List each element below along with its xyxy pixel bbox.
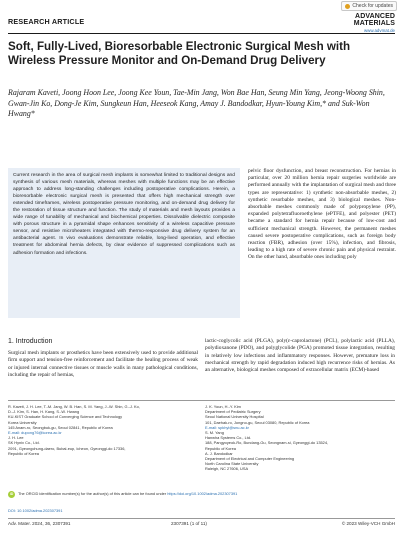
top-bar (0, 0, 403, 12)
affiliation-line: R. Kaveti, J. H. Lee, T.-M. Jang, W. B. Han, S. M. Yang, J.-W. Shin, G.-J. Ko, (8, 404, 140, 409)
journal-url[interactable]: www.advmat.de (364, 28, 395, 33)
affiliation-line: A. J. Bandodkar (205, 450, 233, 456)
affiliation-email[interactable]: E-mail: spkhyl@snu.ac.kr (205, 424, 249, 430)
footer-citation: Adv. Mater. 2024, 36, 2307391 (8, 521, 71, 526)
footer-copyright: © 2023 Wiley-VCH GmbH (341, 521, 395, 526)
affiliation-line: Department of Pediatric Surgery (205, 409, 261, 415)
article-type: RESEARCH ARTICLE (8, 17, 85, 26)
affiliation-line: Republic of Korea (8, 450, 39, 456)
affiliation-line: J. H. Lee (8, 435, 24, 441)
journal-logo-line1: ADVANCED (355, 13, 395, 20)
check-for-updates-badge[interactable] (341, 1, 397, 11)
affiliation-line: Seoul National University Hospital (205, 414, 264, 420)
affiliation-line: S. M. Yang (205, 430, 224, 436)
abstract-text: Current research in the area of surgical mesh implants is somewhat limited to traditional designs and synthesis of various mesh materials, whereas meshes with multiple functions may be an effective approach to address long-standing challenges including postoperative complications. Herein, a bioresorbable electronic surgical mesh is presented that offers high mechanical strength over extended timeframes, wireless postoperative pressure monitoring, and on-demand drug delivery for the restoration of tissue structure and function. The study of materials and mesh layouts provides a wide range of tunability of mechanical and biochemical properties. Dissolvable dielectric composite with porous structure in a pyramidal shape enhances sensitivity of a wireless capacitive pressure sensor, and resistive microheaters integrated with thermo-responsive drug delivery system for an antibacterial agent. In vivo evaluations demonstrate reliable, long-lived operation, and effective treatment for abdominal hernia defects, by clear evidence of suppressed complications such as adhesion formation and infections. (13, 173, 235, 256)
affiliation-line: North Carolina State University (205, 461, 259, 467)
affiliation-line: Korea University (8, 419, 37, 425)
orcid-link[interactable]: https://doi.org/10.1002/adma.202307391 (167, 491, 238, 496)
affiliations-right (205, 404, 395, 472)
journal-logo-line2: MATERIALS (353, 19, 395, 27)
affiliation-line: Raleigh, NC 27606, USA (205, 466, 249, 472)
affiliation-line: SK Hynix Co., Ltd. (8, 440, 40, 446)
affiliation-line: Republic of Korea (205, 445, 236, 451)
middle-column-text: lactic-coglycolic acid (PLGA), poly(ε-caprolactone) (PCL), polylactic acid (PLLA), polydioxanone (PDO), and polyglycolide (PGA) promoted tissue integration, resulting in relatively low infections and inflammatory responses. However, premature loss in mechanical strength by rapid degradation induced high recurrence risks of hernias. As an alternative, biological meshes composed of extracellular matrix (ECM)-based (205, 338, 395, 374)
introduction-text: Surgical mesh implants or prosthetics have been extensively used to provide additional firm support and tension-free reinforcement and facilitate the healing process of weak or injured internal connective tissues or muscle walls in many pathological conditions, including the repair of hernias, (8, 350, 198, 378)
affiliation-email[interactable]: E-mail: dupong76@korea.ac.kr (8, 430, 62, 436)
article-header (8, 13, 395, 33)
section-heading-introduction: 1. Introduction (8, 338, 53, 345)
author-list: Rajaram Kaveti, Joong Hoon Lee, Joong Kee Youn, Tae-Min Jang, Won Bae Han, Seung Min Yang, Jeong-Woong Shin, Gwan-Jin Ko, Dong-Je Kim, Sungkeun Han, Heeseok Kang, Amay J. Bandodkar, Hyun-Young Kim,* and Suk-Won Hwang* (8, 88, 385, 119)
article-title: Soft, Fully-Lived, Bioresorbable Electronic Surgical Mesh with Wireless Pressure Monitor and On-Demand Drug Delivery (8, 40, 351, 67)
affiliation-line: D.-J. Kim, S. Han, H. Kang, S.-W. Hwang (8, 409, 80, 415)
affiliation-line: 2091, Gyeongchung-daero, Bubal-eup, Icheon, Gyeonggi-do 17336, (8, 445, 126, 451)
affiliation-line: 145 Anam-ro, Seongbuk-gu, Seoul 02841, Republic of Korea (8, 424, 113, 430)
check-for-updates-label: Check for updates (352, 3, 393, 9)
affiliation-line: Hanwha Systems Co., Ltd. (205, 435, 252, 441)
footer-page-number: 2307391 (1 of 11) (171, 521, 207, 526)
affiliation-line: 188, Pangyoyeok-Ro, Bundang-Gu, Seongnam-si, Gyeonggi-do 13524, (205, 440, 329, 446)
orcid-note (8, 491, 248, 496)
orcid-text: The ORCID identification number(s) for the author(s) of this article can be found under (18, 491, 167, 496)
page-footer (8, 521, 395, 529)
affiliations-left (8, 404, 198, 456)
right-column-text: pelvic floor dysfunction, and breast reconstruction. For hernias in particular, over 20 million hernia repair surgeries worldwide are performed annually with the implantation of surgical mesh and three types are representative: 1) synthetic non-absorbable meshes, 2) synthetic resorbable meshes, and 3) biological meshes. Non-absorbable meshes commonly made of polypropylene (PP), expanded polytetrafluoroethylene (ePTFE), and polyester (PET) became a standard for hernia repair because of low-cost and sufficient mechanical strength. However, the permanent meshes caused severe postoperative complications, such as foreign body reaction (FBR), adhesion (over 15%), infection, and fibrosis, leading to a high rate of severe chronic pain and physical restraint. On the other hand, absorbable ones including poly (248, 168, 396, 261)
doi-line[interactable]: DOI: 10.1002/adma.202307391 (8, 508, 63, 513)
journal-logo (354, 14, 395, 27)
orcid-icon: iD (9, 492, 14, 496)
affiliation-line: Department of Electrical and Computer Engineering (205, 456, 295, 462)
abstract-box (8, 168, 240, 318)
header-rule (8, 33, 395, 34)
affiliation-line: J. K. Youn, H.-Y. Kim (205, 404, 241, 409)
affiliation-line: 101, Daehak-ro, Jongno-gu, Seoul 03080, Republic of Korea (205, 419, 310, 425)
footer-rule (8, 518, 395, 519)
affiliation-rule (8, 400, 395, 401)
affiliation-line: KU-KIST Graduate School of Converging Science and Technology (8, 414, 123, 420)
update-icon (345, 4, 350, 9)
